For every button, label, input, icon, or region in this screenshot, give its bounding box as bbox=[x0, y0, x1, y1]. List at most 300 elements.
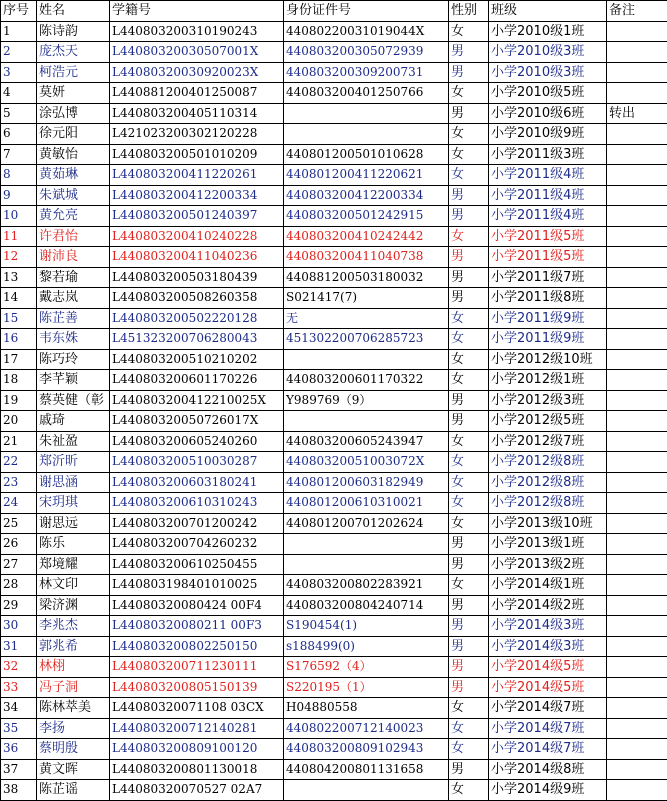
cell-index[interactable]: 6 bbox=[1, 124, 37, 145]
table-row bbox=[1, 534, 667, 555]
cell-class[interactable]: 小学2014级5班 bbox=[489, 677, 607, 698]
cell-student-no[interactable]: L440803200510030287 bbox=[110, 452, 284, 473]
cell-gender[interactable]: 男 bbox=[449, 677, 489, 698]
cell-class[interactable]: 小学2010级6班 bbox=[489, 103, 607, 124]
cell-gender[interactable]: 男 bbox=[449, 616, 489, 637]
cell-name[interactable]: 徐元阳 bbox=[37, 124, 110, 145]
cell-gender[interactable]: 男 bbox=[449, 206, 489, 227]
cell-gender[interactable]: 男 bbox=[449, 267, 489, 288]
cell-student-no[interactable]: L421023200302120228 bbox=[110, 124, 284, 145]
cell-index[interactable]: 27 bbox=[1, 554, 37, 575]
cell-name[interactable]: 陈乐 bbox=[37, 534, 110, 555]
table-row bbox=[1, 103, 667, 124]
cell-name[interactable]: 冯子洞 bbox=[37, 677, 110, 698]
cell-index[interactable]: 19 bbox=[1, 390, 37, 411]
cell-note[interactable] bbox=[607, 349, 667, 370]
cell-note[interactable] bbox=[607, 83, 667, 104]
cell-class[interactable]: 小学2012级8班 bbox=[489, 493, 607, 514]
cell-index[interactable]: 20 bbox=[1, 411, 37, 432]
cell-class[interactable]: 小学2010级3班 bbox=[489, 62, 607, 83]
cell-class[interactable]: 小学2011级4班 bbox=[489, 206, 607, 227]
cell-student-no[interactable]: L440803200411040236 bbox=[110, 247, 284, 268]
cell-gender[interactable]: 男 bbox=[449, 636, 489, 657]
cell-index[interactable]: 37 bbox=[1, 759, 37, 780]
cell-id-no[interactable]: S021417(7) bbox=[284, 288, 449, 309]
cell-note[interactable] bbox=[607, 759, 667, 780]
cell-index[interactable]: 22 bbox=[1, 452, 37, 473]
cell-name[interactable]: 柯浩元 bbox=[37, 62, 110, 83]
cell-name[interactable]: 宋玥琪 bbox=[37, 493, 110, 514]
cell-index[interactable]: 14 bbox=[1, 288, 37, 309]
cell-note[interactable] bbox=[607, 718, 667, 739]
cell-gender[interactable]: 男 bbox=[449, 411, 489, 432]
cell-note[interactable] bbox=[607, 493, 667, 514]
cell-class[interactable]: 小学2011级7班 bbox=[489, 267, 607, 288]
cell-class[interactable]: 小学2013级2班 bbox=[489, 554, 607, 575]
cell-index[interactable]: 23 bbox=[1, 472, 37, 493]
cell-class[interactable]: 小学2014级7班 bbox=[489, 739, 607, 760]
cell-gender[interactable]: 女 bbox=[449, 780, 489, 801]
table-row bbox=[1, 144, 667, 165]
table-row bbox=[1, 370, 667, 391]
header-note[interactable]: 备注 bbox=[607, 1, 667, 22]
cell-name[interactable]: 蔡明殷 bbox=[37, 739, 110, 760]
table-row bbox=[1, 452, 667, 473]
header-student-no[interactable]: 学籍号 bbox=[110, 1, 284, 22]
cell-class[interactable]: 小学2012级8班 bbox=[489, 452, 607, 473]
cell-note[interactable] bbox=[607, 288, 667, 309]
cell-student-no[interactable]: L440803200310190243 bbox=[110, 21, 284, 42]
cell-class[interactable]: 小学2011级9班 bbox=[489, 308, 607, 329]
cell-class[interactable]: 小学2012级5班 bbox=[489, 411, 607, 432]
cell-id-no[interactable] bbox=[284, 780, 449, 801]
cell-name[interactable]: 陈芷善 bbox=[37, 308, 110, 329]
cell-note[interactable] bbox=[607, 431, 667, 452]
cell-class[interactable]: 小学2014级2班 bbox=[489, 595, 607, 616]
cell-note[interactable] bbox=[607, 390, 667, 411]
cell-note[interactable]: 转出 bbox=[607, 103, 667, 124]
table-body bbox=[1, 21, 667, 800]
cell-note[interactable] bbox=[607, 780, 667, 801]
cell-student-no[interactable]: L440803200412210025X bbox=[110, 390, 284, 411]
cell-gender[interactable]: 女 bbox=[449, 493, 489, 514]
cell-id-no[interactable]: 440881200503180032 bbox=[284, 267, 449, 288]
cell-student-no[interactable]: L44080320070527 02A7 bbox=[110, 780, 284, 801]
cell-gender[interactable]: 男 bbox=[449, 759, 489, 780]
cell-class[interactable]: 小学2012级1班 bbox=[489, 370, 607, 391]
table-row bbox=[1, 513, 667, 534]
cell-class[interactable]: 小学2010级9班 bbox=[489, 124, 607, 145]
cell-index[interactable]: 9 bbox=[1, 185, 37, 206]
cell-class[interactable]: 小学2014级9班 bbox=[489, 780, 607, 801]
cell-gender[interactable]: 女 bbox=[449, 513, 489, 534]
cell-name[interactable]: 莫妍 bbox=[37, 83, 110, 104]
cell-id-no[interactable]: 440803200802283921 bbox=[284, 575, 449, 596]
cell-index[interactable]: 16 bbox=[1, 329, 37, 350]
cell-class[interactable]: 小学2010级1班 bbox=[489, 21, 607, 42]
cell-gender[interactable]: 男 bbox=[449, 185, 489, 206]
cell-gender[interactable]: 女 bbox=[449, 739, 489, 760]
cell-student-no[interactable]: L440803200809100120 bbox=[110, 739, 284, 760]
cell-id-no[interactable]: 451302200706285723 bbox=[284, 329, 449, 350]
cell-note[interactable] bbox=[607, 657, 667, 678]
cell-id-no[interactable]: 无 bbox=[284, 308, 449, 329]
cell-name[interactable]: 李兆杰 bbox=[37, 616, 110, 637]
cell-name[interactable]: 李芊颖 bbox=[37, 370, 110, 391]
cell-note[interactable] bbox=[607, 247, 667, 268]
cell-gender[interactable]: 男 bbox=[449, 390, 489, 411]
cell-name[interactable]: 陈巧玲 bbox=[37, 349, 110, 370]
table-row bbox=[1, 595, 667, 616]
cell-gender[interactable]: 男 bbox=[449, 595, 489, 616]
cell-index[interactable]: 26 bbox=[1, 534, 37, 555]
cell-student-no[interactable]: L44080320030920023X bbox=[110, 62, 284, 83]
cell-gender[interactable]: 男 bbox=[449, 247, 489, 268]
cell-name[interactable]: 黄允亮 bbox=[37, 206, 110, 227]
cell-class[interactable]: 小学2012级8班 bbox=[489, 472, 607, 493]
cell-student-no[interactable]: L440803200410240228 bbox=[110, 226, 284, 247]
cell-student-no[interactable]: L440881200401250087 bbox=[110, 83, 284, 104]
cell-index[interactable]: 4 bbox=[1, 83, 37, 104]
cell-id-no[interactable]: 440801200603182949 bbox=[284, 472, 449, 493]
cell-index[interactable]: 10 bbox=[1, 206, 37, 227]
cell-gender[interactable]: 女 bbox=[449, 124, 489, 145]
cell-student-no[interactable]: L440803200610250455 bbox=[110, 554, 284, 575]
cell-note[interactable] bbox=[607, 534, 667, 555]
cell-id-no[interactable]: 44080320051003072X bbox=[284, 452, 449, 473]
cell-gender[interactable]: 女 bbox=[449, 575, 489, 596]
cell-class[interactable]: 小学2012级7班 bbox=[489, 431, 607, 452]
cell-student-no[interactable]: L440803200805150139 bbox=[110, 677, 284, 698]
cell-student-no[interactable]: L440803200601170226 bbox=[110, 370, 284, 391]
cell-index[interactable]: 34 bbox=[1, 698, 37, 719]
table-row bbox=[1, 42, 667, 63]
cell-note[interactable] bbox=[607, 554, 667, 575]
cell-id-no[interactable]: 440801200411220621 bbox=[284, 165, 449, 186]
cell-name[interactable]: 朱斌城 bbox=[37, 185, 110, 206]
cell-name[interactable]: 庞杰天 bbox=[37, 42, 110, 63]
cell-index[interactable]: 7 bbox=[1, 144, 37, 165]
cell-student-no[interactable]: L451323200706280043 bbox=[110, 329, 284, 350]
cell-student-no[interactable]: L440803198401010025 bbox=[110, 575, 284, 596]
cell-gender[interactable]: 男 bbox=[449, 534, 489, 555]
cell-index[interactable]: 21 bbox=[1, 431, 37, 452]
cell-note[interactable] bbox=[607, 21, 667, 42]
table-row bbox=[1, 575, 667, 596]
cell-index[interactable]: 15 bbox=[1, 308, 37, 329]
header-gender[interactable]: 性别 bbox=[449, 1, 489, 22]
cell-index[interactable]: 8 bbox=[1, 165, 37, 186]
cell-gender[interactable]: 女 bbox=[449, 165, 489, 186]
cell-note[interactable] bbox=[607, 267, 667, 288]
cell-student-no[interactable]: L440803200510210202 bbox=[110, 349, 284, 370]
cell-index[interactable]: 32 bbox=[1, 657, 37, 678]
cell-gender[interactable]: 男 bbox=[449, 62, 489, 83]
cell-index[interactable]: 24 bbox=[1, 493, 37, 514]
table-row bbox=[1, 616, 667, 637]
cell-note[interactable] bbox=[607, 575, 667, 596]
cell-gender[interactable]: 女 bbox=[449, 21, 489, 42]
cell-id-no[interactable] bbox=[284, 349, 449, 370]
cell-name[interactable]: 郑境耀 bbox=[37, 554, 110, 575]
cell-gender[interactable]: 女 bbox=[449, 83, 489, 104]
cell-index[interactable]: 29 bbox=[1, 595, 37, 616]
cell-name[interactable]: 韦东姝 bbox=[37, 329, 110, 350]
table-row bbox=[1, 62, 667, 83]
cell-note[interactable] bbox=[607, 411, 667, 432]
cell-class[interactable]: 小学2011级9班 bbox=[489, 329, 607, 350]
cell-index[interactable]: 38 bbox=[1, 780, 37, 801]
cell-class[interactable]: 小学2014级8班 bbox=[489, 759, 607, 780]
cell-id-no[interactable]: S176592（4） bbox=[284, 657, 449, 678]
cell-name[interactable]: 黄敏怡 bbox=[37, 144, 110, 165]
cell-name[interactable]: 陈芷谣 bbox=[37, 780, 110, 801]
cell-gender[interactable]: 女 bbox=[449, 144, 489, 165]
cell-gender[interactable]: 男 bbox=[449, 657, 489, 678]
cell-note[interactable] bbox=[607, 185, 667, 206]
cell-id-no[interactable]: s188499(0) bbox=[284, 636, 449, 657]
cell-gender[interactable]: 女 bbox=[449, 431, 489, 452]
table-row bbox=[1, 21, 667, 42]
cell-note[interactable] bbox=[607, 452, 667, 473]
cell-class[interactable]: 小学2013级10班 bbox=[489, 513, 607, 534]
cell-name[interactable]: 戴志岚 bbox=[37, 288, 110, 309]
cell-gender[interactable]: 女 bbox=[449, 370, 489, 391]
cell-gender[interactable]: 女 bbox=[449, 349, 489, 370]
table-row bbox=[1, 431, 667, 452]
cell-note[interactable] bbox=[607, 636, 667, 657]
cell-index[interactable]: 31 bbox=[1, 636, 37, 657]
cell-class[interactable]: 小学2011级8班 bbox=[489, 288, 607, 309]
table-row bbox=[1, 308, 667, 329]
cell-name[interactable]: 许君怡 bbox=[37, 226, 110, 247]
cell-name[interactable]: 黄文晖 bbox=[37, 759, 110, 780]
cell-gender[interactable]: 女 bbox=[449, 329, 489, 350]
cell-id-no[interactable]: 440803200605243947 bbox=[284, 431, 449, 452]
cell-id-no[interactable]: 440803200601170322 bbox=[284, 370, 449, 391]
cell-note[interactable] bbox=[607, 329, 667, 350]
cell-note[interactable] bbox=[607, 206, 667, 227]
cell-id-no[interactable]: 440802200712140023 bbox=[284, 718, 449, 739]
table-row bbox=[1, 493, 667, 514]
cell-student-no[interactable]: L440803200801130018 bbox=[110, 759, 284, 780]
cell-class[interactable]: 小学2012级10班 bbox=[489, 349, 607, 370]
cell-student-no[interactable]: L440803200610310243 bbox=[110, 493, 284, 514]
cell-gender[interactable]: 女 bbox=[449, 718, 489, 739]
cell-class[interactable]: 小学2014级1班 bbox=[489, 575, 607, 596]
cell-student-no[interactable]: L440803200501240397 bbox=[110, 206, 284, 227]
cell-gender[interactable]: 女 bbox=[449, 226, 489, 247]
table-row bbox=[1, 165, 667, 186]
cell-name[interactable]: 黎若瑜 bbox=[37, 267, 110, 288]
cell-note[interactable] bbox=[607, 677, 667, 698]
cell-name[interactable]: 李扬 bbox=[37, 718, 110, 739]
cell-student-no[interactable]: L44080320030507001X bbox=[110, 42, 284, 63]
cell-student-no[interactable]: L44080320050726017X bbox=[110, 411, 284, 432]
cell-note[interactable] bbox=[607, 595, 667, 616]
cell-class[interactable]: 小学2014级3班 bbox=[489, 616, 607, 637]
cell-student-no[interactable]: L440803200605240260 bbox=[110, 431, 284, 452]
cell-student-no[interactable]: L440803200508260358 bbox=[110, 288, 284, 309]
cell-class[interactable]: 小学2014级7班 bbox=[489, 698, 607, 719]
cell-class[interactable]: 小学2013级1班 bbox=[489, 534, 607, 555]
cell-class[interactable]: 小学2011级3班 bbox=[489, 144, 607, 165]
cell-note[interactable] bbox=[607, 616, 667, 637]
cell-name[interactable]: 郭兆希 bbox=[37, 636, 110, 657]
cell-gender[interactable]: 男 bbox=[449, 288, 489, 309]
cell-note[interactable] bbox=[607, 513, 667, 534]
cell-student-no[interactable]: L440803200412200334 bbox=[110, 185, 284, 206]
table-row bbox=[1, 657, 667, 678]
cell-id-no[interactable]: 440801200701202624 bbox=[284, 513, 449, 534]
header-name[interactable]: 姓名 bbox=[37, 1, 110, 22]
cell-gender[interactable]: 女 bbox=[449, 452, 489, 473]
cell-gender[interactable]: 女 bbox=[449, 698, 489, 719]
cell-index[interactable]: 12 bbox=[1, 247, 37, 268]
cell-gender[interactable]: 女 bbox=[449, 308, 489, 329]
cell-name[interactable]: 涂弘博 bbox=[37, 103, 110, 124]
cell-note[interactable] bbox=[607, 698, 667, 719]
table-row bbox=[1, 739, 667, 760]
cell-class[interactable]: 小学2011级5班 bbox=[489, 226, 607, 247]
cell-index[interactable]: 28 bbox=[1, 575, 37, 596]
cell-class[interactable]: 小学2014级3班 bbox=[489, 636, 607, 657]
cell-index[interactable]: 13 bbox=[1, 267, 37, 288]
cell-note[interactable] bbox=[607, 165, 667, 186]
table-row bbox=[1, 636, 667, 657]
cell-student-no[interactable]: L440803200603180241 bbox=[110, 472, 284, 493]
cell-index[interactable]: 11 bbox=[1, 226, 37, 247]
cell-id-no[interactable]: 440803200305072939 bbox=[284, 42, 449, 63]
cell-note[interactable] bbox=[607, 472, 667, 493]
cell-student-no[interactable]: L440803200502220128 bbox=[110, 308, 284, 329]
cell-student-no[interactable]: L440803200704260232 bbox=[110, 534, 284, 555]
cell-note[interactable] bbox=[607, 226, 667, 247]
cell-class[interactable]: 小学2011级5班 bbox=[489, 247, 607, 268]
cell-class[interactable]: 小学2011级4班 bbox=[489, 185, 607, 206]
cell-class[interactable]: 小学2010级3班 bbox=[489, 42, 607, 63]
cell-index[interactable]: 1 bbox=[1, 21, 37, 42]
cell-name[interactable]: 谢思涵 bbox=[37, 472, 110, 493]
table-row bbox=[1, 780, 667, 801]
cell-name[interactable]: 蔡英健（彰 bbox=[37, 390, 110, 411]
cell-id-no[interactable] bbox=[284, 124, 449, 145]
cell-id-no[interactable]: 440803200411040738 bbox=[284, 247, 449, 268]
cell-student-no[interactable]: L440803200712140281 bbox=[110, 718, 284, 739]
table-row bbox=[1, 288, 667, 309]
cell-id-no[interactable]: 44080220031019044X bbox=[284, 21, 449, 42]
header-index[interactable]: 序号 bbox=[1, 1, 37, 22]
cell-class[interactable]: 小学2014级7班 bbox=[489, 718, 607, 739]
cell-class[interactable]: 小学2011级4班 bbox=[489, 165, 607, 186]
cell-name[interactable]: 戚琦 bbox=[37, 411, 110, 432]
cell-id-no[interactable]: S220195（1） bbox=[284, 677, 449, 698]
cell-student-no[interactable]: L440803200802250150 bbox=[110, 636, 284, 657]
cell-name[interactable]: 谢思远 bbox=[37, 513, 110, 534]
cell-student-no[interactable]: L440803200405110314 bbox=[110, 103, 284, 124]
cell-student-no[interactable]: L440803200411220261 bbox=[110, 165, 284, 186]
cell-name[interactable]: 谢沛良 bbox=[37, 247, 110, 268]
cell-student-no[interactable]: L44080320071108 03CX bbox=[110, 698, 284, 719]
cell-name[interactable]: 朱祉盈 bbox=[37, 431, 110, 452]
cell-index[interactable]: 3 bbox=[1, 62, 37, 83]
table-row bbox=[1, 698, 667, 719]
cell-id-no[interactable]: 440803200309200731 bbox=[284, 62, 449, 83]
cell-gender[interactable]: 女 bbox=[449, 472, 489, 493]
cell-id-no[interactable]: 440804200801131658 bbox=[284, 759, 449, 780]
table-row bbox=[1, 349, 667, 370]
cell-note[interactable] bbox=[607, 144, 667, 165]
cell-id-no[interactable]: 440803200809102943 bbox=[284, 739, 449, 760]
cell-name[interactable]: 陈诗韵 bbox=[37, 21, 110, 42]
cell-class[interactable]: 小学2010级5班 bbox=[489, 83, 607, 104]
cell-id-no[interactable] bbox=[284, 103, 449, 124]
cell-id-no[interactable]: 440803200412200334 bbox=[284, 185, 449, 206]
cell-gender[interactable]: 男 bbox=[449, 103, 489, 124]
cell-index[interactable]: 5 bbox=[1, 103, 37, 124]
cell-name[interactable]: 黄茹琳 bbox=[37, 165, 110, 186]
cell-id-no[interactable] bbox=[284, 411, 449, 432]
table-row bbox=[1, 267, 667, 288]
cell-id-no[interactable]: Y989769（9） bbox=[284, 390, 449, 411]
cell-name[interactable]: 林栩 bbox=[37, 657, 110, 678]
cell-id-no[interactable] bbox=[284, 554, 449, 575]
cell-id-no[interactable]: 440803200804240714 bbox=[284, 595, 449, 616]
cell-note[interactable] bbox=[607, 124, 667, 145]
cell-id-no[interactable]: H04880558 bbox=[284, 698, 449, 719]
cell-class[interactable]: 小学2014级5班 bbox=[489, 657, 607, 678]
cell-index[interactable]: 17 bbox=[1, 349, 37, 370]
cell-note[interactable] bbox=[607, 42, 667, 63]
cell-gender[interactable]: 男 bbox=[449, 42, 489, 63]
cell-index[interactable]: 30 bbox=[1, 616, 37, 637]
cell-student-no[interactable]: L440803200503180439 bbox=[110, 267, 284, 288]
header-class[interactable]: 班级 bbox=[489, 1, 607, 22]
cell-student-no[interactable]: L440803200501010209 bbox=[110, 144, 284, 165]
cell-id-no[interactable]: 440801200610310021 bbox=[284, 493, 449, 514]
cell-index[interactable]: 25 bbox=[1, 513, 37, 534]
cell-note[interactable] bbox=[607, 62, 667, 83]
table-row bbox=[1, 759, 667, 780]
cell-index[interactable]: 2 bbox=[1, 42, 37, 63]
cell-note[interactable] bbox=[607, 739, 667, 760]
cell-id-no[interactable]: 440803200410242442 bbox=[284, 226, 449, 247]
cell-id-no[interactable]: 440801200501010628 bbox=[284, 144, 449, 165]
cell-index[interactable]: 35 bbox=[1, 718, 37, 739]
cell-id-no[interactable]: S190454(1) bbox=[284, 616, 449, 637]
cell-student-no[interactable]: L44080320080424 00F4 bbox=[110, 595, 284, 616]
cell-student-no[interactable]: L44080320080211 00F3 bbox=[110, 616, 284, 637]
cell-index[interactable]: 18 bbox=[1, 370, 37, 391]
table-row bbox=[1, 226, 667, 247]
cell-name[interactable]: 陈林萃美 bbox=[37, 698, 110, 719]
cell-id-no[interactable]: 440803200501242915 bbox=[284, 206, 449, 227]
cell-gender[interactable]: 男 bbox=[449, 554, 489, 575]
cell-id-no[interactable]: 440803200401250766 bbox=[284, 83, 449, 104]
cell-id-no[interactable] bbox=[284, 534, 449, 555]
cell-name[interactable]: 梁济渊 bbox=[37, 595, 110, 616]
cell-student-no[interactable]: L440803200701200242 bbox=[110, 513, 284, 534]
cell-class[interactable]: 小学2012级3班 bbox=[489, 390, 607, 411]
cell-name[interactable]: 郑沂昕 bbox=[37, 452, 110, 473]
cell-student-no[interactable]: L440803200711230111 bbox=[110, 657, 284, 678]
cell-name[interactable]: 林文印 bbox=[37, 575, 110, 596]
cell-index[interactable]: 36 bbox=[1, 739, 37, 760]
cell-index[interactable]: 33 bbox=[1, 677, 37, 698]
cell-note[interactable] bbox=[607, 370, 667, 391]
cell-note[interactable] bbox=[607, 308, 667, 329]
header-id-no[interactable]: 身份证件号 bbox=[284, 1, 449, 22]
